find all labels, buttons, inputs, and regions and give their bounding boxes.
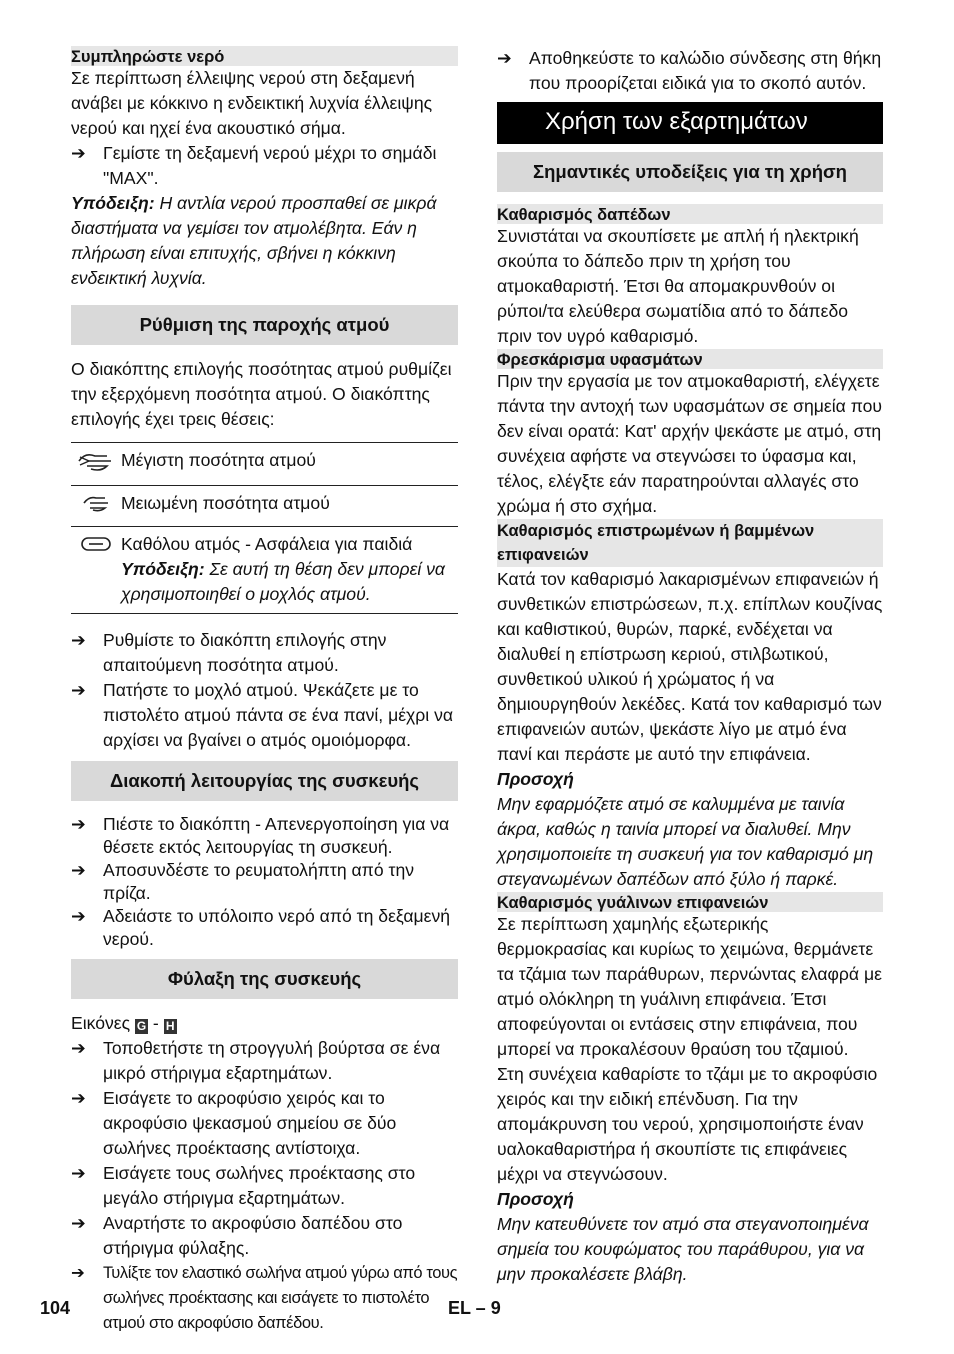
arrow-icon: ➔ [71, 680, 86, 700]
section-label: EL – 9 [448, 1298, 501, 1318]
figure-g-ref: G [136, 1019, 147, 1033]
arrow-icon: ➔ [71, 630, 86, 650]
arrow-icon: ➔ [71, 1213, 86, 1233]
arrow-icon: ➔ [71, 1038, 86, 1058]
max-steam-icon [71, 443, 121, 486]
arrow-icon: ➔ [71, 906, 86, 926]
accessories-heading: Χρήση των εξαρτημάτων [497, 102, 883, 144]
add-water-heading: Συμπληρώστε νερό [71, 46, 458, 66]
shutdown-heading: Διακοπή λειτουργίας της συσκευής [71, 761, 458, 801]
glass-cleaning-text: Σε περίπτωση χαμηλής εξωτερικής θερμοκρασίας και κυρίως το χειμώνα, θερμάνετε τα τζάμια των παράθυρων, περνώντας ελαφρά με ατμό ολόκληρη τη γυάλινη επιφάνεια. Έτσι αποφεύγονται οι εντάσεις στην επιφάνεια, που μπορεί να προκαλέσουν θραύση του τζαμιού. [497, 914, 882, 1059]
steam-step: ➔ Πατήστε το μοχλό ατμού. Ψεκάζετε με το πιστολέτο ατμού πάντα σε ένα πανί, μέχρι να αρχίσει να βγαίνει ο ατμός ομοιόμορφα. [71, 680, 454, 750]
storage-heading: Φύλαξη της συσκευής [71, 959, 458, 999]
textiles-heading: Φρεσκάρισμα υφασμάτων [497, 349, 883, 369]
page-number: 104 [40, 1298, 71, 1318]
caution-text: Μην κατευθύνετε τον ατμό στα στεγανοποιημένα σημεία του κουφώματος του παράθυρου, για να μην προκαλέσετε βλάβη. [497, 1214, 869, 1284]
usage-tips-heading: Σημαντικές υποδείξεις για τη χρήση [497, 152, 883, 192]
table-row: Μέγιστη ποσότητα ατμού [71, 443, 458, 486]
right-column [497, 46, 883, 1287]
storage-step: ➔ Εισάγετε τους σωλήνες προέκτασης στο μεγάλο στήριγμα εξαρτημάτων. [71, 1163, 416, 1208]
cable-step: ➔ Αποθηκεύστε το καλώδιο σύνδεσης στη θήκη που προορίζεται ειδικά για το σκοπό αυτόν. [497, 48, 882, 93]
glass-cleaning-heading: Καθαρισμός γυάλινων επιφανειών [497, 892, 883, 912]
arrow-icon: ➔ [497, 48, 512, 68]
caution-label: Προσοχή [497, 1189, 574, 1209]
shutdown-step: ➔ Αποσυνδέστε το ρευματολήπτη από την πρίζα. [71, 860, 415, 903]
shutdown-step: ➔ Πιέστε το διακόπτη - Απενεργοποίηση για να θέσετε εκτός λειτουργίας τη συσκευή. [71, 814, 450, 857]
storage-images-ref: Εικόνες G - H [71, 1011, 458, 1036]
left-column [71, 46, 458, 1336]
caution-label: Προσοχή [497, 769, 574, 789]
add-water-note: Υπόδειξη: Η αντλία νερού προσπαθεί σε μικρά διαστήματα να γεμίσει τον ατμολέβητα. Εάν η πλήρωση είναι επιτυχής, σβήνει η κόκκινη ενδεικτική λυχνία. [71, 193, 437, 288]
storage-step: ➔ Τοποθετήστε τη στρογγυλή βούρτσα σε ένα μικρό στήριγμα εξαρτημάτων. [71, 1038, 441, 1083]
steam-step: ➔ Ρυθμίστε το διακόπτη επιλογής στην απαιτούμενη ποσότητα ατμού. [71, 630, 387, 675]
floor-cleaning-heading: Καθαρισμός δαπέδων [497, 204, 883, 224]
table-row: Μειωμένη ποσότητα ατμού [71, 486, 458, 527]
storage-step: ➔ Εισάγετε το ακροφύσιο χειρός και το ακροφύσιο ψεκασμού σημείου σε δύο σωλήνες προέκτασης αντίστοιχα. [71, 1088, 397, 1158]
note-label: Υπόδειξη: [71, 193, 155, 213]
glass-cleaning-text: Στη συνέχεια καθαρίστε το τζάμι με το ακροφύσιο χειρός και την ειδική επένδυση. Για την απομάκρυνση του νερού, χρησιμοποιήστε έναν υαλοκαθαριστήρα ή σκουπίστε τις επιφάνειες μέχρι να στεγνώσουν. [497, 1064, 878, 1184]
no-steam-icon [71, 527, 121, 614]
storage-step: ➔ Τυλίξτε τον ελαστικό σωλήνα ατμού γύρω από τους σωλήνες προέκτασης και εισάγετε το πιστολέτο ατμού στο ακροφύσιο δαπέδου. [71, 1261, 458, 1336]
steam-positions-table [71, 442, 458, 614]
arrow-icon: ➔ [71, 1088, 86, 1108]
storage-step: ➔ Αναρτήστε το ακροφύσιο δαπέδου στο στήριγμα φύλαξης. [71, 1213, 403, 1258]
add-water-step: ➔ Γεμίστε τη δεξαμενή νερού μέχρι το σημάδι "MAX". [71, 143, 437, 188]
figure-h-ref: H [164, 1019, 177, 1034]
steam-setting-text: Ο διακόπτης επιλογής ποσότητας ατμού ρυθμίζει την εξερχόμενη ποσότητα ατμού. Ο διακόπτης επιλογής έχει τρεις θέσεις: [71, 359, 452, 429]
coated-surfaces-text: Κατά τον καθαρισμό λακαρισμένων επιφανειών ή συνθετικών επιστρώσεων, π.χ. επίπλων κουζίνας και καθιστικού, θυρών, παρκέ, ενδέχεται να διαλυθεί η επίστρωση κεριού, στιλβωτικού, συνθετικού υλικού ή χρώματος ή να δημιουργηθούν λεκέδες. Κατά τον καθαρισμό των επιφανειών αυτών, ψεκάστε λίγο με ατμό ένα πανί και περάστε με αυτό την επιφάνεια. [497, 569, 883, 764]
steam-setting-heading: Ρύθμιση της παροχής ατμού [71, 305, 458, 345]
arrow-icon: ➔ [71, 1163, 86, 1183]
add-water-text: Σε περίπτωση έλλειψης νερού στη δεξαμενή ανάβει με κόκκινο η ενδεικτική λυχνία έλλειψης νερού και ηχεί ένα ακουστικό σήμα. [71, 68, 433, 138]
arrow-icon: ➔ [71, 143, 86, 163]
caution-text: Μην εφαρμόζετε ατμό σε καλυμμένα με ταινία άκρα, καθώς η ταινία μπορεί να διαλυθεί. Μην χρησιμοποιείτε τη συσκευή για τον καθαρισμό μη στεγανωμένων δαπέδων από ξύλο ή παρκέ. [497, 794, 874, 889]
shutdown-step: ➔ Αδειάστε το υπόλοιπο νερό από τη δεξαμενή νερού. [71, 906, 451, 949]
arrow-icon: ➔ [71, 860, 86, 880]
reduced-steam-icon [71, 486, 121, 527]
floor-cleaning-text: Συνιστάται να σκουπίσετε με απλή ή ηλεκτρική σκούπα το δάπεδο πριν τη χρήση του ατμοκαθαριστή. Έτσι θα απομακρυνθούν οι ρύποι/τα ελεύθερα σωματίδια από το δάπεδο πριν τον υγρό καθαρισμό. [497, 226, 859, 346]
textiles-text: Πριν την εργασία με τον ατμοκαθαριστή, ελέγχετε πάντα την αντοχή των υφασμάτων σε σημεία που δεν είναι ορατά: Κατ' αρχήν ψεκάστε με ατμό, στη συνέχεια αφήστε να στεγνώσει το ύφασμα και, τέλος, ελέγξτε εάν παρατηρούνται αλλαγές στο χρώμα ή στο σχήμα. [497, 371, 883, 516]
note-label: Υπόδειξη: [121, 559, 205, 579]
table-row: Καθόλου ατμός - Ασφάλεια για παιδιά Υπόδειξη: Σε αυτή τη θέση δεν μπορεί να χρησιμοποιηθεί ο μοχλός ατμού. [71, 527, 458, 614]
arrow-icon: ➔ [71, 1264, 85, 1282]
coated-surfaces-heading: Καθαρισμός επιστρωμένων ή βαμμένων επιφανειών [497, 519, 883, 567]
arrow-icon: ➔ [71, 814, 86, 834]
